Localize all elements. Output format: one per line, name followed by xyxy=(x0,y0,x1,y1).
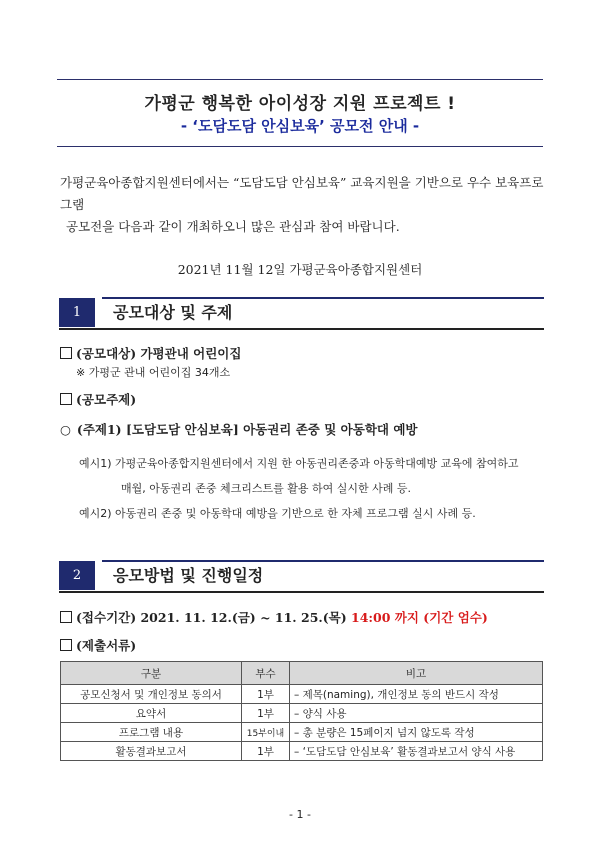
title-top-rule xyxy=(57,79,543,80)
section-2-title: 응모방법 및 진행일정 xyxy=(113,566,264,585)
section-1-top-rule xyxy=(102,297,544,299)
checkbox-square-icon xyxy=(60,611,72,623)
intro-paragraph xyxy=(60,172,550,238)
section-2-top-rule xyxy=(102,560,544,562)
period-label: (접수기간) 2021. 11. 12.(금) ~ 11. 25.(목) xyxy=(76,610,352,625)
target-note: ※ 가평군 관내 어린이집 34개소 xyxy=(76,366,231,379)
table-row xyxy=(61,742,543,761)
topic1-text: (주제1) [도담도담 안심보육] 아동권리 존중 및 아동학대 예방 xyxy=(76,422,418,437)
target-item xyxy=(60,344,241,362)
section-1-bottom-rule xyxy=(59,328,544,330)
intro-line-2: 공모전을 다음과 같이 개최하오니 많은 관심과 참여 바랍니다. xyxy=(66,219,400,234)
table-cell: 1부 xyxy=(242,685,290,704)
section-2-number: 2 xyxy=(59,561,95,590)
page-title: 가평군 행복한 아이성장 지원 프로젝트 ! xyxy=(144,94,456,114)
table-cell: – ‘도담도담 안심보육’ 활동결과보고서 양식 사용 xyxy=(290,742,543,761)
table-cell: 요약서 xyxy=(61,704,242,723)
table-cell: 활동결과보고서 xyxy=(61,742,242,761)
example2: 예시2) 아동권리 존중 및 아동학대 예방을 기반으로 한 자체 프로그램 실시 사례 등. xyxy=(79,507,476,520)
page-subtitle: - ‘도담도담 안심보육’ 공모전 안내 - xyxy=(180,117,420,135)
documents-table xyxy=(60,661,543,761)
period-deadline: 14:00 까지 (기간 엄수) xyxy=(351,610,488,625)
circle-bullet-icon: ○ xyxy=(60,422,71,437)
table-header-row xyxy=(61,662,543,685)
docs-item xyxy=(60,636,136,654)
topic1-item xyxy=(60,420,417,438)
example1-line-2: 매월, 아동권리 존중 체크리스트를 활용 하여 실시한 사례 등. xyxy=(121,482,411,495)
table-cell: 프로그램 내용 xyxy=(61,723,242,742)
table-cell: 1부 xyxy=(242,742,290,761)
table-cell: – 총 분량은 15페이지 넘지 않도록 작성 xyxy=(290,723,543,742)
target-label: (공모대상) 가평관내 어린이집 xyxy=(76,346,242,361)
docs-label: (제출서류) xyxy=(76,638,137,653)
checkbox-square-icon xyxy=(60,639,72,651)
table-row xyxy=(61,685,543,704)
section-1-title: 공모대상 및 주제 xyxy=(113,303,233,322)
table-cell: – 양식 사용 xyxy=(290,704,543,723)
table-header: 부수 xyxy=(242,662,290,685)
page-number: - 1 - xyxy=(289,808,311,821)
topic-item xyxy=(60,390,136,408)
period-item xyxy=(60,608,488,626)
checkbox-square-icon xyxy=(60,347,72,359)
intro-line-1: 가평군육아종합지원센터에서는 “도담도담 안심보육” 교육지원을 기반으로 우수 보육프로그램 xyxy=(60,175,544,212)
table-header: 비고 xyxy=(290,662,543,685)
topic-label: (공모주제) xyxy=(76,392,137,407)
section-2-bottom-rule xyxy=(59,591,544,593)
table-cell: 15부이내 xyxy=(242,723,290,742)
example1-line-1: 예시1) 가평군육아종합지원센터에서 지원 한 아동권리존중과 아동학대예방 교육에 참여하고 xyxy=(79,457,519,470)
checkbox-square-icon xyxy=(60,393,72,405)
table-row xyxy=(61,704,543,723)
section-1-number: 1 xyxy=(59,298,95,327)
date-line: 2021년 11월 12일 가평군육아종합지원센터 xyxy=(177,262,423,277)
table-cell: 공모신청서 및 개인정보 동의서 xyxy=(61,685,242,704)
title-bottom-rule xyxy=(57,146,543,147)
table-row xyxy=(61,723,543,742)
table-cell: 1부 xyxy=(242,704,290,723)
table-cell: – 제목(naming), 개인정보 동의 반드시 작성 xyxy=(290,685,543,704)
table-header: 구분 xyxy=(61,662,242,685)
